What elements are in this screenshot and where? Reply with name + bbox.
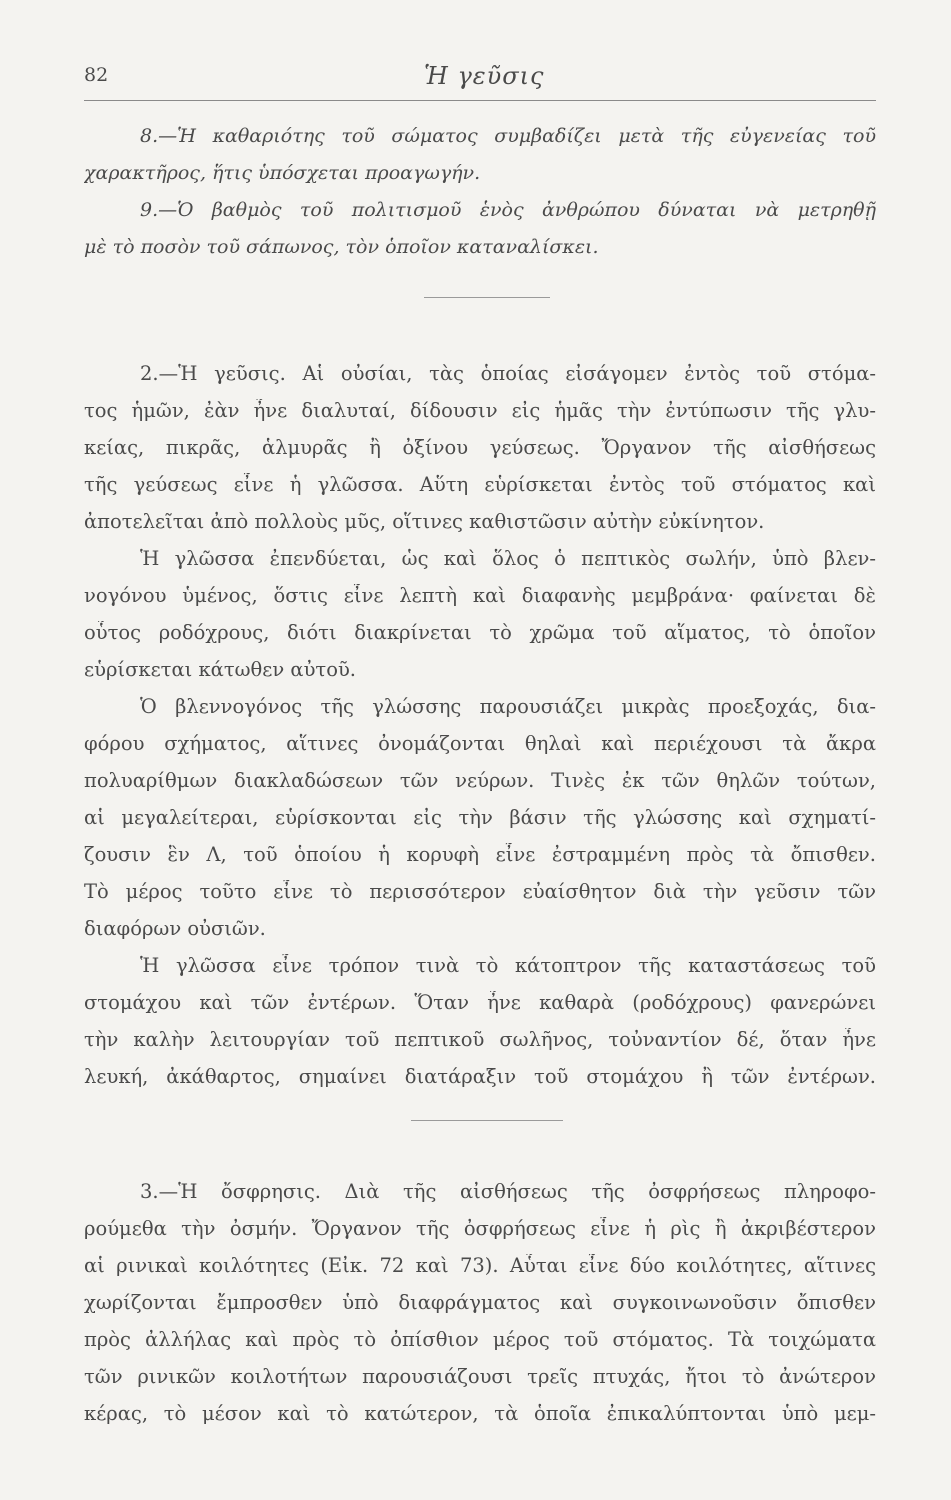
smell-line-3: αἱ ρινικαὶ κοιλότητες (Εἰκ. 72 καὶ 73). Αὗται εἶνε δύο κοιλότητες, αἵτινες — [84, 1254, 876, 1277]
taste-line-7: νογόνου ὑμένος, ὅστις εἶνε λεπτὴ καὶ διαφανὴς μεμβράνα· φαίνεται δὲ — [84, 584, 876, 607]
taste-line-18: στομάχου καὶ τῶν ἐντέρων. Ὅταν ἦνε καθαρὰ (ροδόχρους) φανερώνει — [84, 991, 876, 1014]
section-divider — [424, 297, 550, 298]
header-rule — [84, 100, 876, 101]
page-number: 82 — [84, 64, 109, 86]
item-9-line-2: μὲ τὸ ποσὸν τοῦ σάπωνος, τὸν ὁποῖον καταναλίσκει. — [84, 236, 599, 258]
smell-line-5: πρὸς ἀλλήλας καὶ πρὸς τὸ ὀπίσθιον μέρος τοῦ στόματος. Τὰ τοιχώματα — [84, 1328, 876, 1351]
taste-line-16: διαφόρων οὐσιῶν. — [84, 917, 266, 940]
taste-line-19: τὴν καλὴν λειτουργίαν τοῦ πεπτικοῦ σωλῆνος, τοὐναντίον δέ, ὅταν ἦνε — [84, 1028, 876, 1051]
taste-line-12: πολυαρίθμων διακλαδώσεων τῶν νεύρων. Τινὲς ἐκ τῶν θηλῶν τούτων, — [84, 769, 876, 792]
taste-line-6: Ἡ γλῶσσα ἐπενδύεται, ὡς καὶ ὅλος ὁ πεπτικὸς σωλήν, ὑπὸ βλεν- — [140, 547, 876, 570]
taste-line-15: Τὸ μέρος τοῦτο εἶνε τὸ περισσότερον εὐαίσθητον διὰ τὴν γεῦσιν τῶν — [84, 880, 876, 903]
taste-line-9: εὑρίσκεται κάτωθεν αὐτοῦ. — [84, 658, 357, 681]
taste-line-5: ἀποτελεῖται ἀπὸ πολλοὺς μῦς, οἵτινες καθιστῶσιν αὐτὴν εὐκίνητον. — [84, 510, 765, 533]
item-9-line-1: 9.—Ὁ βαθμὸς τοῦ πολιτισμοῦ ἑνὸς ἀνθρώπου δύναται νὰ μετρηθῇ — [140, 199, 876, 221]
taste-line-10: Ὁ βλεννογόνος τῆς γλώσσης παρουσιάζει μικρὰς προεξοχάς, δια- — [140, 695, 876, 718]
taste-line-14: ζουσιν ἓν Λ, τοῦ ὁποίου ἡ κορυφὴ εἶνε ἐστραμμένη πρὸς τὰ ὄπισθεν. — [84, 843, 876, 866]
taste-line-1: 2.—Ἡ γεῦσις. Αἱ οὐσίαι, τὰς ὁποίας εἰσάγομεν ἐντὸς τοῦ στόμα- — [140, 362, 876, 385]
smell-line-6: τῶν ρινικῶν κοιλοτήτων παρουσιάζουσι τρεῖς πτυχάς, ἤτοι τὸ ἀνώτερον — [84, 1365, 876, 1388]
taste-line-2: τος ἡμῶν, ἐὰν ἦνε διαλυταί, δίδουσιν εἰς ἡμᾶς τὴν ἐντύπωσιν τῆς γλυ- — [84, 399, 876, 422]
running-title: Ἡ γεῦσις — [424, 62, 545, 90]
taste-line-20: λευκή, ἀκάθαρτος, σημαίνει διατάραξιν τοῦ στομάχου ἢ τῶν ἐντέρων. — [84, 1065, 876, 1088]
smell-line-4: χωρίζονται ἔμπροσθεν ὑπὸ διαφράγματος καὶ συγκοινωνοῦσιν ὄπισθεν — [84, 1291, 876, 1314]
item-8-line-1: 8.—Ἡ καθαριότης τοῦ σώματος συμβαδίζει μετὰ τῆς εὐγενείας τοῦ — [140, 125, 876, 147]
taste-line-13: αἱ μεγαλείτεραι, εὑρίσκονται εἰς τὴν βάσιν τῆς γλώσσης καὶ σχηματί- — [84, 806, 876, 829]
taste-line-17: Ἡ γλῶσσα εἶνε τρόπον τινὰ τὸ κάτοπτρον τῆς καταστάσεως τοῦ — [140, 954, 876, 977]
taste-line-8: οὗτος ροδόχρους, διότι διακρίνεται τὸ χρῶμα τοῦ αἵματος, τὸ ὁποῖον — [84, 621, 876, 644]
taste-line-11: φόρου σχήματος, αἵτινες ὀνομάζονται θηλαὶ καὶ περιέχουσι τὰ ἄκρα — [84, 732, 876, 755]
smell-line-7: κέρας, τὸ μέσον καὶ τὸ κατώτερον, τὰ ὁποῖα ἐπικαλύπτονται ὑπὸ μεμ- — [84, 1402, 876, 1425]
item-8-line-2: χαρακτῆρος, ἥτις ὑπόσχεται προαγωγήν. — [84, 162, 481, 184]
smell-line-1: 3.—Ἡ ὄσφρησις. Διὰ τῆς αἰσθήσεως τῆς ὀσφρήσεως πληροφο- — [140, 1180, 876, 1203]
smell-line-2: ρούμεθα τὴν ὀσμήν. Ὄργανον τῆς ὀσφρήσεως εἶνε ἡ ρὶς ἢ ἀκριβέστερον — [84, 1217, 876, 1240]
taste-line-3: κείας, πικρᾶς, ἁλμυρᾶς ἢ ὀξίνου γεύσεως. Ὄργανον τῆς αἰσθήσεως — [84, 436, 876, 459]
section-divider — [411, 1120, 563, 1121]
taste-line-4: τῆς γεύσεως εἶνε ἡ γλῶσσα. Αὕτη εὑρίσκεται ἐντὸς τοῦ στόματος καὶ — [84, 473, 876, 496]
